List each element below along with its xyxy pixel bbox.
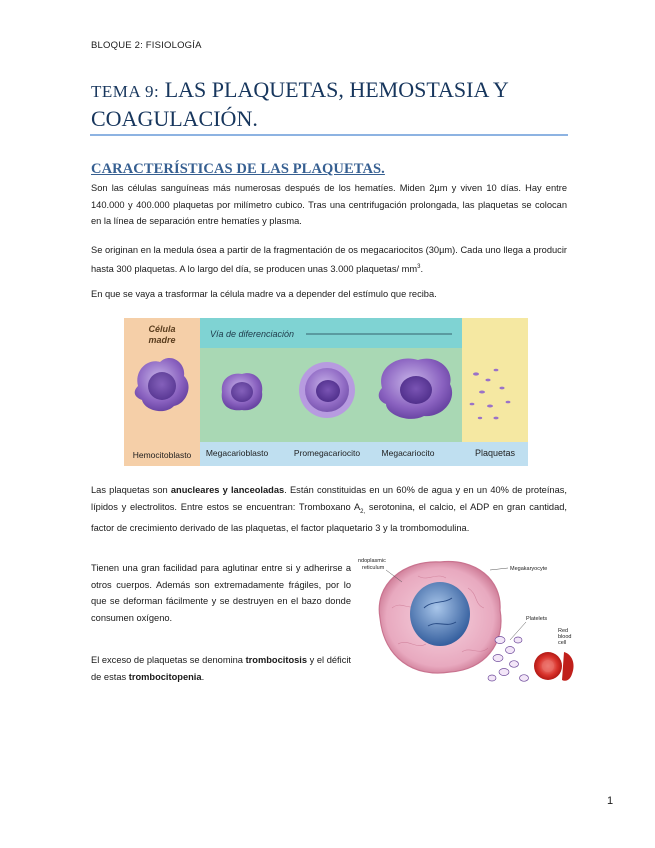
paragraph-aggregation: Tienen una gran facilidad para aglutinar entre si y adherirse a otros cuerpos. Además son extremadamente frágiles, por lo que se deforman fácilmente y se destruyen en el bazo donde consumen oxígeno. — [91, 563, 351, 623]
paragraph-origin-end: . — [420, 263, 424, 274]
stage-label-hemocitoblasto: Hemocitoblasto — [132, 450, 192, 460]
label-endoplasmic: ndoplasmic — [358, 558, 386, 564]
paragraph-terms — [91, 652, 351, 685]
hemocytoblast-nucleus — [148, 372, 176, 400]
promegacariocito-nucleus — [316, 380, 340, 402]
section-heading: CARACTERÍSTICAS DE LAS PLAQUETAS. — [91, 161, 385, 177]
stage-label-megacarioblasto: Megacarioblasto — [205, 448, 269, 458]
stem-label-line1: Célula — [148, 324, 176, 334]
megakaryocyte-nucleus — [410, 582, 470, 646]
paragraph-composition-d: serotonina, el calcio, el ADP en gran cantidad, factor de crecimiento derivado de las plaquetas, el factor plaquetario 3 y la trombomodulina. — [91, 501, 567, 533]
title-main: LAS PLAQUETAS, HEMOSTASIA Y COAGULACIÓN. — [91, 77, 508, 131]
paragraph-terms-e: . — [201, 671, 205, 682]
differentiation-diagram — [124, 318, 528, 466]
paragraph-stimulus: En que se vaya a trasformar la célula madre va a depender del estímulo que reciba. — [91, 289, 437, 299]
subscript-two: 2, — [360, 508, 366, 515]
title-prefix: TEMA 9: — [91, 82, 160, 101]
stage-label-plaquetas: Plaquetas — [474, 448, 516, 458]
stage-label-megacariocito: Megacariocito — [381, 448, 435, 458]
paragraph-composition-a: Las plaquetas son — [91, 485, 171, 495]
paragraph-composition-bold: anucleares y lanceoladas — [170, 485, 285, 495]
label-platelets: Platelets — [526, 616, 548, 622]
paragraph-intro: Son las células sanguíneas más numerosas después de los hematíes. Miden 2µm y viven 10 días. Hay entre 140.000 y 400.000 plaquetas por milímetro cubico. Tras una centrifugación prolongada, las plaquetas se colocan en la línea de separación entre hematíes y plasma. — [91, 183, 567, 226]
term-trombocitosis: trombocitosis — [245, 655, 308, 665]
paragraph-terms-a: El exceso de plaquetas se denomina — [91, 655, 246, 665]
red-blood-cell-center — [542, 660, 554, 672]
label-megakaryocyte: Megakaryocyte — [510, 566, 548, 572]
term-trombocitopenia: trombocitopenia — [128, 671, 202, 682]
paragraph-composition — [91, 482, 567, 536]
label-cell: cell — [558, 640, 567, 646]
paragraph-composition-c: . Están constituidas en un 60% de agua y en un 40% de proteínas, lípidos y electrolitos. Entre estos se encuentran: Tromboxano A — [91, 485, 567, 512]
megacarioblast-nucleus — [231, 382, 253, 402]
stem-label-line2: madre — [148, 335, 176, 345]
page-number: 1 — [607, 795, 614, 807]
header-bloque: BLOQUE 2: FISIOLOGÍA — [91, 40, 202, 51]
megakaryocyte-illustration — [358, 548, 578, 694]
label-blood: blood — [558, 634, 572, 640]
title-divider — [90, 134, 568, 136]
route-label: Vía de diferenciación — [210, 329, 295, 339]
page-title — [91, 76, 567, 132]
stage-label-promegacariocito: Promegacariocito — [293, 448, 361, 458]
label-red: Red — [558, 628, 569, 634]
paragraph-terms-c: y el déficit de estas — [91, 655, 351, 682]
label-reticulum: reticulum — [362, 565, 385, 571]
paragraph-origin-text: Se originan en la medula ósea a partir de la fragmentación de os megacariocitos (30µm). Cada uno llega a producir hasta 300 plaquetas. A lo largo del día, se producen unas 3.000 plaquetas/ mm — [91, 245, 567, 274]
megacariocito-nucleus — [400, 376, 432, 404]
superscript-three: 3 — [417, 263, 421, 270]
paragraph-origin — [91, 242, 567, 277]
